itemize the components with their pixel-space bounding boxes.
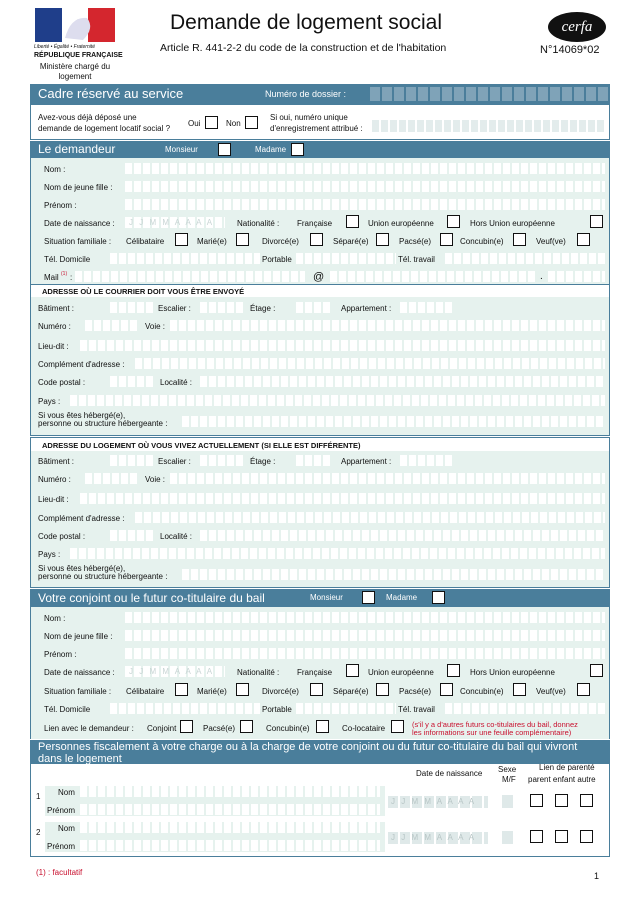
person-1-enfant-checkbox[interactable] [555,794,568,807]
demandeur-header: Le demandeur [30,141,610,158]
conjoint-portable-boxes[interactable] [296,703,396,714]
localite-boxes-2[interactable] [200,530,605,541]
pays-boxes[interactable] [70,395,605,406]
person-1-sexe-box[interactable] [502,795,513,808]
non-checkbox[interactable] [245,116,258,129]
person-2-prenom-label: Prénom [47,842,76,851]
prenom-label: Prénom : [44,201,77,210]
lien-concubin-checkbox[interactable] [316,720,329,733]
numero-boxes-2[interactable] [85,473,139,484]
tel-domicile-boxes[interactable] [110,253,260,264]
appartement-label: Appartement : [341,304,392,313]
at-sign: @ [313,271,325,283]
code-postal-label: Code postal : [38,378,86,387]
code-postal-boxes[interactable] [110,376,155,387]
voie-label-2: Voie : [145,475,166,484]
page-number: 1 [594,871,600,881]
conjoint-jeune-fille-label: Nom de jeune fille : [44,632,113,641]
veuf-checkbox[interactable] [577,233,590,246]
code-postal-boxes-2[interactable] [110,530,155,541]
monsieur-checkbox[interactable] [218,143,231,156]
dot-sign: . [540,271,543,282]
nationalite-label: Nationalité : [237,219,280,228]
heberge-label-1: Si vous êtes hébergé(e), [38,411,126,420]
madame-label: Madame [255,145,287,154]
person-1-parent-checkbox[interactable] [530,794,543,807]
date-placeholder: J J M M A A A A [129,218,215,227]
unique-number-q1: Si oui, numéro unique [270,113,348,122]
mail-tld-boxes[interactable] [548,271,605,282]
complement-label: Complément d'adresse : [38,360,125,369]
lieu-dit-label: Lieu-dit : [38,342,69,351]
portable-label: Portable [262,255,292,264]
conjoint-prenom-label: Prénom : [44,650,77,659]
conjoint-veuf-checkbox[interactable] [577,683,590,696]
cotitulaire-note-2: les informations sur une feuille complémentaire) [412,728,572,737]
nom-boxes[interactable] [125,163,605,174]
person-1-index: 1 [36,792,41,801]
heberge-label-2: personne ou structure hébergeante : [38,419,168,428]
escalier-label-2: Escalier : [158,457,191,466]
batiment-boxes[interactable] [110,302,155,313]
francaise-label: Française [297,219,333,228]
mail-label: Mail [44,273,59,282]
conjoint-monsieur-label: Monsieur [310,593,343,602]
lien-colocataire-checkbox[interactable] [391,720,404,733]
lien-parente-header-1: Lien de parenté [539,763,595,772]
hors-ue-checkbox[interactable] [590,215,603,228]
lien-colocataire-label: Co-locataire [342,724,386,733]
conjoint-naissance-label: Date de naissance : [44,668,115,677]
cerfa-number: N°14069*02 [540,44,600,56]
marie-label: Marié(e) [197,237,227,246]
conjoint-tel-travail-boxes[interactable] [445,703,605,714]
page-subtitle: Article R. 441-2-2 du code de la construction et de l'habitation [160,42,447,54]
monsieur-label: Monsieur [165,145,198,154]
person-1-nom-label: Nom [58,788,75,797]
pacse-checkbox[interactable] [440,233,453,246]
conjoint-veuf-label: Veuf(ve) [536,687,566,696]
oui-label: Oui [188,119,201,128]
conjoint-celibataire-label: Célibataire [126,687,165,696]
actuelle-heading: ADRESSE DU LOGEMENT OÙ VOUS VIVEZ ACTUELLEMENT (SI ELLE EST DIFFÉRENTE) [42,441,361,450]
person-2-index: 2 [36,828,41,837]
cotitulaire-note-1: (s'il y a d'autres futurs co-titulaires du bail, donnez [412,720,578,729]
etage-label: Étage : [250,304,276,313]
lien-conjoint-label: Conjoint [147,724,177,733]
celibataire-label: Célibataire [126,237,165,246]
lien-pacse-checkbox[interactable] [240,720,253,733]
portable-boxes[interactable] [296,253,396,264]
francaise-checkbox[interactable] [346,215,359,228]
lien-conjoint-checkbox[interactable] [180,720,193,733]
madame-checkbox[interactable] [291,143,304,156]
conjoint-concubin-checkbox[interactable] [513,683,526,696]
appartement-boxes[interactable] [400,302,454,313]
conjoint-divorce-label: Divorcé(e) [262,687,299,696]
footnote: (1) : facultatif [36,868,83,877]
ministry: Ministère chargé du logement [39,62,111,81]
veuf-label: Veuf(ve) [536,237,566,246]
tel-travail-label: Tél. travail [398,255,435,264]
person-1-prenom-label: Prénom [47,806,76,815]
pacse-label: Pacsé(e) [399,237,432,246]
conjoint-separe-label: Séparé(e) [333,687,369,696]
lien-concubin-label: Concubin(e) [266,724,310,733]
complement-boxes-2[interactable] [135,512,605,523]
heberge-label-3: Si vous êtes hébergé(e), [38,564,126,573]
lien-label: Lien avec le demandeur : [44,724,134,733]
appartement-boxes-2[interactable] [400,455,454,466]
lien-pacse-label: Pacsé(e) [203,724,236,733]
unique-number-boxes[interactable] [372,120,606,132]
service-header: Cadre réservé au service [30,84,610,104]
voie-label: Voie : [145,322,166,331]
separe-label: Séparé(e) [333,237,369,246]
escalier-label: Escalier : [158,304,191,313]
marianne-logo [35,8,115,42]
jeune-fille-boxes[interactable] [125,181,605,192]
conjoint-pacse-checkbox[interactable] [440,683,453,696]
conjoint-ue-checkbox[interactable] [447,664,460,677]
pays-label-2: Pays : [38,550,61,559]
mail-note: (1) [61,271,68,277]
heberge-label-4: personne ou structure hébergeante : [38,572,168,581]
concubin-checkbox[interactable] [513,233,526,246]
escalier-boxes[interactable] [200,302,245,313]
person-1-autre-checkbox[interactable] [580,794,593,807]
marie-checkbox[interactable] [236,233,249,246]
lieu-dit-label-2: Lieu-dit : [38,495,69,504]
person-1-date-placeholder: J J M M A A A A [391,797,477,806]
celibataire-checkbox[interactable] [175,233,188,246]
complement-label-2: Complément d'adresse : [38,514,125,523]
prenom-boxes[interactable] [125,199,605,210]
dossier-boxes[interactable] [370,87,608,101]
etage-boxes-2[interactable] [296,455,332,466]
conjoint-tel-travail-label: Tél. travail [398,705,435,714]
lieu-dit-boxes-2[interactable] [80,493,605,504]
heberge-boxes[interactable] [182,416,605,427]
mf-header: M/F [502,775,516,784]
conjoint-marie-checkbox[interactable] [236,683,249,696]
person-2-sexe-box[interactable] [502,831,513,844]
batiment-label-2: Bâtiment : [38,457,75,466]
heberge-boxes-2[interactable] [182,569,605,580]
conjoint-nationalite-label: Nationalité : [237,668,280,677]
voie-boxes[interactable] [170,320,605,331]
appartement-label-2: Appartement : [341,457,392,466]
voie-boxes-2[interactable] [170,473,605,484]
numero-label: Numéro : [38,322,71,331]
conjoint-header: Votre conjoint ou le futur co-titulaire du bail [30,589,610,607]
localite-label: Localité : [160,378,193,387]
batiment-boxes-2[interactable] [110,455,155,466]
divorce-checkbox[interactable] [310,233,323,246]
escalier-boxes-2[interactable] [200,455,245,466]
conjoint-marie-label: Marié(e) [197,687,227,696]
conjoint-tel-domicile-label: Tél. Domicile [44,705,91,714]
batiment-label: Bâtiment : [38,304,75,313]
pays-label: Pays : [38,397,61,406]
conjoint-hors-ue-checkbox[interactable] [590,664,603,677]
person-2-nom-boxes[interactable] [80,822,380,833]
conjoint-madame-checkbox[interactable] [432,591,445,604]
pays-boxes-2[interactable] [70,548,605,559]
conjoint-date-placeholder: J J M M A A A A [129,667,215,676]
charge-header [30,740,610,764]
courrier-heading: ADRESSE OÙ LE COURRIER DOIT VOUS ÊTRE ENVOYÉ [42,287,245,296]
code-postal-label-2: Code postal : [38,532,86,541]
conjoint-divorce-checkbox[interactable] [310,683,323,696]
conjoint-madame-label: Madame [386,593,418,602]
etage-label-2: Étage : [250,457,276,466]
complement-boxes[interactable] [135,358,605,369]
conjoint-tel-domicile-boxes[interactable] [110,703,260,714]
oui-checkbox[interactable] [205,116,218,129]
conjoint-celibataire-checkbox[interactable] [175,683,188,696]
ue-checkbox[interactable] [447,215,460,228]
date-naissance-header: Date de naissance [416,769,483,778]
conjoint-ue-label: Union européenne [368,668,434,677]
non-label: Non [226,119,241,128]
conjoint-prenom-boxes[interactable] [125,648,605,659]
etage-boxes[interactable] [296,302,332,313]
page-title: Demande de logement social [170,11,442,34]
ue-label: Union européenne [368,219,434,228]
nom-label: Nom : [44,165,66,174]
charge-title-2: dans le logement [38,753,122,765]
republic-motto: Liberté • Égalité • Fraternité [34,44,96,50]
tel-domicile-label: Tél. Domicile [44,255,91,264]
prior-request-q1: Avez-vous déjà déposé une [38,113,137,122]
numero-boxes[interactable] [85,320,139,331]
person-1-nom-boxes[interactable] [80,786,380,797]
conjoint-concubin-label: Concubin(e) [460,687,504,696]
numero-label-2: Numéro : [38,475,71,484]
mail-colon: : [70,273,73,282]
person-2-date-placeholder: J J M M A A A A [391,833,477,842]
situation-label: Situation familiale : [44,237,112,246]
divorce-label: Divorcé(e) [262,237,299,246]
lieu-dit-boxes[interactable] [80,340,605,351]
person-2-nom-label: Nom [58,824,75,833]
cerfa-logo: cerfa [548,12,606,42]
conjoint-portable-label: Portable [262,705,292,714]
sexe-header: Sexe [498,765,517,774]
dossier-label: Numéro de dossier : [265,89,347,99]
person-2-autre-checkbox[interactable] [580,830,593,843]
person-1-prenom-boxes[interactable] [80,804,380,815]
conjoint-hors-ue-label: Hors Union européenne [470,668,555,677]
conjoint-monsieur-checkbox[interactable] [362,591,375,604]
prior-request-q2: demande de logement locatif social ? [38,124,171,133]
tel-travail-boxes[interactable] [445,253,605,264]
conjoint-pacse-label: Pacsé(e) [399,687,432,696]
jeune-fille-label: Nom de jeune fille : [44,183,113,192]
mail-user-boxes[interactable] [75,271,305,282]
person-2-parent-checkbox[interactable] [530,830,543,843]
unique-number-q2: d'enregistrement attribué : [270,124,363,133]
person-2-enfant-checkbox[interactable] [555,830,568,843]
conjoint-nom-label: Nom : [44,614,66,623]
separe-checkbox[interactable] [376,233,389,246]
person-2-prenom-boxes[interactable] [80,840,380,851]
hors-ue-label: Hors Union européenne [470,219,555,228]
conjoint-nom-boxes[interactable] [125,612,605,623]
concubin-label: Concubin(e) [460,237,504,246]
naissance-label: Date de naissance : [44,219,115,228]
charge-title-1: Personnes fiscalement à votre charge ou à la charge de votre conjoint ou du futur co-titulaire du bail qui vivront [38,741,578,753]
conjoint-separe-checkbox[interactable] [376,683,389,696]
mail-domain-boxes[interactable] [330,271,535,282]
republic-name: RÉPUBLIQUE FRANÇAISE [34,52,123,59]
localite-boxes[interactable] [200,376,605,387]
localite-label-2: Localité : [160,532,193,541]
conjoint-francaise-checkbox[interactable] [346,664,359,677]
conjoint-francaise-label: Française [297,668,333,677]
lien-parente-header-2: parent enfant autre [528,775,596,784]
conjoint-situation-label: Situation familiale : [44,687,112,696]
conjoint-jeune-fille-boxes[interactable] [125,630,605,641]
